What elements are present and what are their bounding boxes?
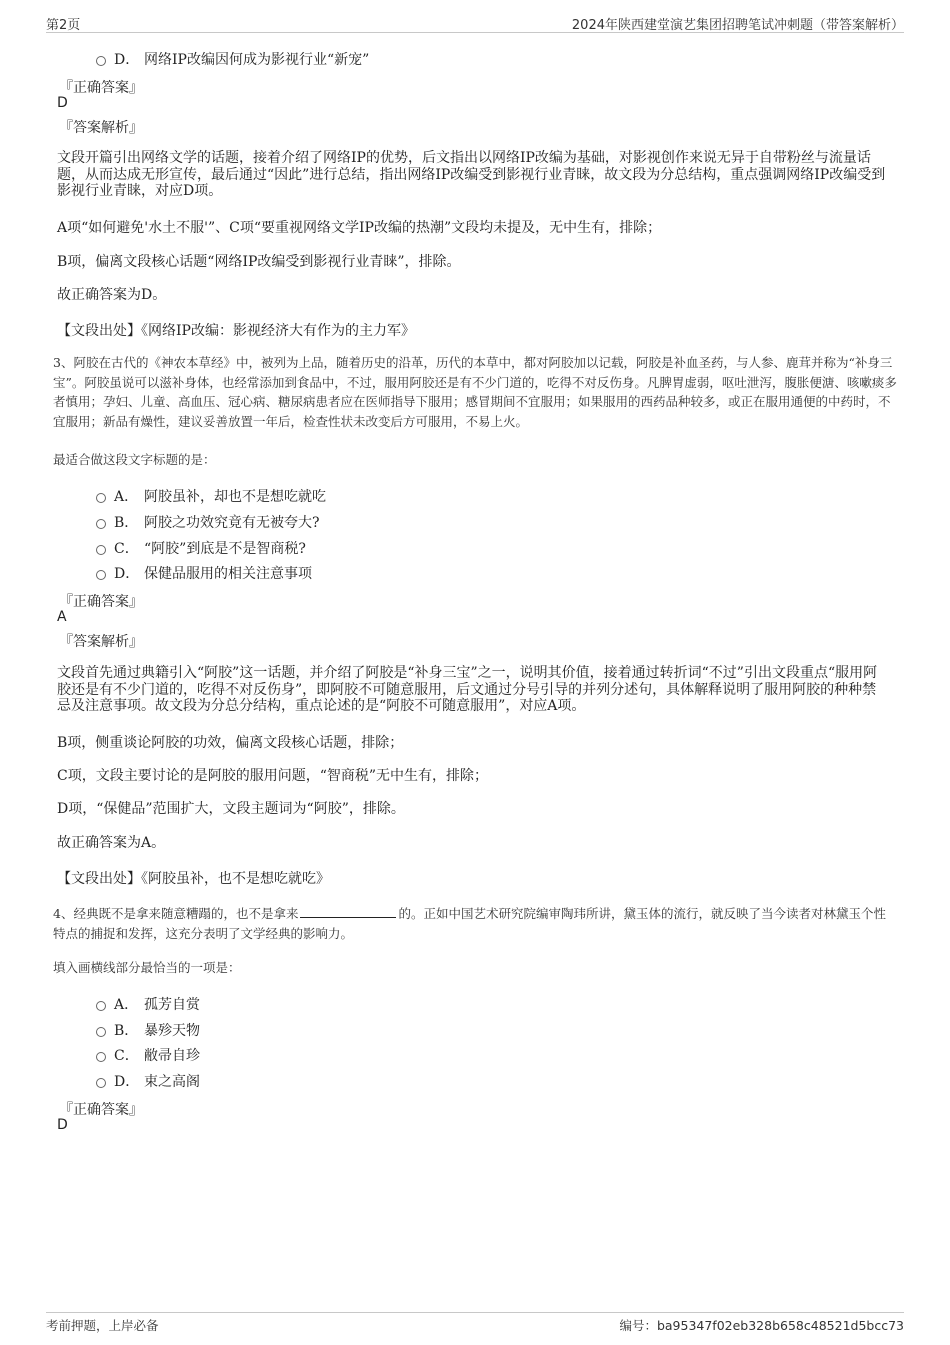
- q4-option-d[interactable]: D． 束之高阁: [96, 1071, 200, 1091]
- q4-option-a[interactable]: A． 孤芳自赏: [96, 994, 200, 1014]
- q4-question-text: 4、经典既不是拿来随意糟蹋的，也不是拿来 的。正如中国艺术研究院编审陶玮所讲，黛玉体的流行，就反映了当今读者对林黛玉个性特点的捕捉和发挥，这充分表明了文学经典的影响力。: [53, 906, 886, 941]
- radio-icon[interactable]: [96, 493, 106, 503]
- radio-icon[interactable]: [96, 570, 106, 580]
- q2-analysis-label: 『答案解析』: [59, 120, 143, 136]
- q4-answer: D: [57, 1117, 68, 1133]
- q3-option-a[interactable]: A． 阿胶虽补，却也不是想吃就吃: [96, 486, 326, 506]
- document-code: 编号：ba95347f02eb328b658c48521d5bcc73: [619, 1318, 904, 1333]
- radio-icon[interactable]: [96, 56, 106, 66]
- q2-source: 【文段出处】《网络IP改编：影视经济大有作为的主力军》: [57, 323, 415, 339]
- q3-analysis-para: 文段首先通过典籍引入“阿胶”这一话题，并介绍了阿胶是“补身三宝”之一，说明其价值，接着通过转折词“不过”引出文段重点“服用阿胶还是有不少门道的，吃得不对反伤身”，即阿胶不可随意服用，后文通过分号引导的并列分述句，具体解释说明了服用阿胶的种种禁忌及注意事项。故文段为分总分结构，重点论述的是“阿胶不可随意服用”，对应A项。: [57, 665, 878, 714]
- q2-answer-label: 『正确答案』: [59, 80, 143, 96]
- q4-option-c[interactable]: C． 敝帚自珍: [96, 1045, 200, 1065]
- q4-prompt: 填入画横线部分最恰当的一项是：: [53, 960, 241, 975]
- radio-icon[interactable]: [96, 1078, 106, 1088]
- radio-icon[interactable]: [96, 519, 106, 529]
- q3-answer: A: [57, 609, 67, 625]
- q2-analysis-para: 故正确答案为D。: [57, 287, 167, 303]
- q2-analysis-para: 文段开篇引出网络文学的话题，接着介绍了网络IP的优势，后文指出以网络IP改编为基础，对影视创作来说无异于自带粉丝与流量话题，从而达成无形宣传，最后通过“因此”进行总结，指出网络IP改编受到影视行业青睐，故文段为分总结构，重点强调网络IP改编受到影视行业青睐，对应D项。: [57, 150, 886, 199]
- q2-option-d[interactable]: D． 网络IP改编因何成为影视行业“新宠”: [96, 49, 369, 69]
- fill-blank: [300, 905, 396, 918]
- q3-analysis-para: 故正确答案为A。: [57, 835, 166, 851]
- document-title: 2024年陕西建堂演艺集团招聘笔试冲刺题（带答案解析）: [571, 18, 904, 33]
- q4-answer-label: 『正确答案』: [59, 1102, 143, 1118]
- q2-answer: D: [57, 95, 68, 111]
- footer-slogan: 考前押题，上岸必备: [46, 1318, 159, 1333]
- radio-icon[interactable]: [96, 1052, 106, 1062]
- q3-analysis-para: B项，侧重谈论阿胶的功效，偏离文段核心话题，排除；: [57, 735, 404, 751]
- q3-source: 【文段出处】《阿胶虽补，也不是想吃就吃》: [57, 871, 330, 887]
- q2-analysis-para: A项“如何避免'水土不服'”、C项“要重视网络文学IP改编的热潮”文段均未提及，无中生有，排除；: [57, 220, 662, 236]
- q4-option-b[interactable]: B． 暴殄天物: [96, 1020, 200, 1040]
- q3-analysis-para: D项，“保健品”范围扩大，文段主题词为“阿胶”，排除。: [57, 801, 405, 817]
- radio-icon[interactable]: [96, 1001, 106, 1011]
- q3-answer-label: 『正确答案』: [59, 594, 143, 610]
- page-footer: [46, 1312, 904, 1333]
- q3-option-d[interactable]: D． 保健品服用的相关注意事项: [96, 563, 312, 583]
- q3-analysis-para: C项，文段主要讨论的是阿胶的服用问题，“智商税”无中生有，排除；: [57, 768, 489, 784]
- q3-option-b[interactable]: B． 阿胶之功效究竟有无被夸大?: [96, 512, 320, 532]
- q2-analysis-para: B项，偏离文段核心话题“网络IP改编受到影视行业青睐”，排除。: [57, 254, 461, 270]
- q3-question-text: 3、阿胶在古代的《神农本草经》中，被列为上品，随着历史的沿革，历代的本草中，都对阿胶加以记载，阿胶是补血圣药，与人参、鹿茸并称为“补身三宝”。阿胶虽说可以滋补身体，也经常添加到食品中，不过，服用阿胶还是有不少门道的，吃得不对反伤身。凡脾胃虚弱，呕吐泄泻，腹胀便溏、咳嗽痰多者慎用；孕妇、儿童、高血压、冠心病、糖尿病患者应在医师指导下服用；感冒期间不宜服用；如果服用的西药品种较多，或正在服用通便的中药时，不宜服用；新品有燥性，建议妥善放置一年后，检查性状未改变后方可服用，不易上火。: [53, 355, 897, 429]
- radio-icon[interactable]: [96, 545, 106, 555]
- radio-icon[interactable]: [96, 1027, 106, 1037]
- q3-analysis-label: 『答案解析』: [59, 634, 143, 650]
- q3-option-c[interactable]: C． “阿胶”到底是不是智商税?: [96, 538, 306, 558]
- page-number: 第2页: [46, 18, 81, 33]
- q3-prompt: 最适合做这段文字标题的是：: [53, 452, 216, 467]
- page-header: [46, 14, 904, 33]
